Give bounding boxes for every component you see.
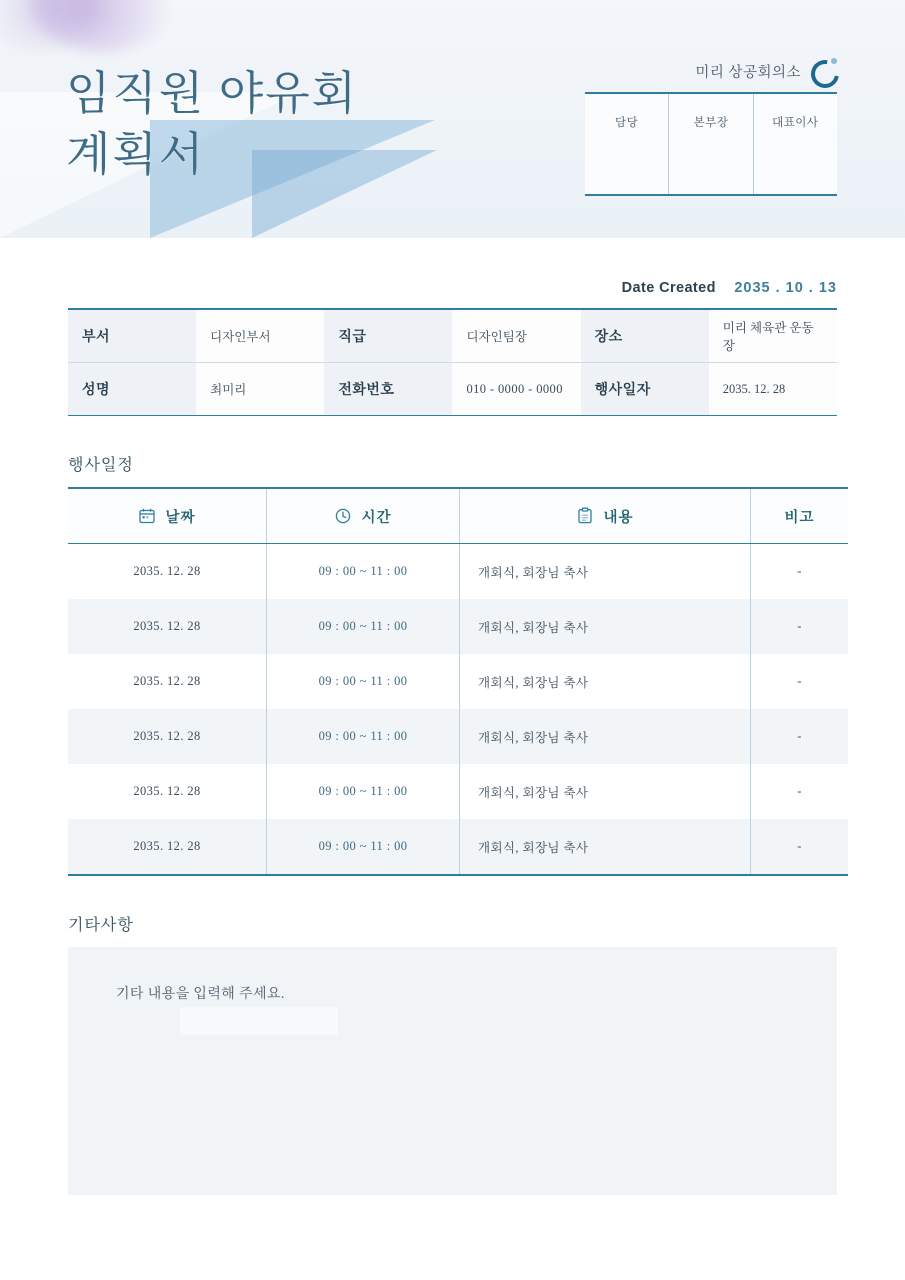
info-label-location: 장소	[581, 309, 709, 363]
info-label-name: 성명	[68, 363, 196, 416]
info-label-phone: 전화번호	[324, 363, 452, 416]
date-created-value: 2035 . 10 . 13	[734, 280, 837, 296]
schedule-cell-date[interactable]: 2035. 12. 28	[68, 654, 267, 709]
schedule-cell-content[interactable]: 개회식, 회장님 축사	[460, 764, 751, 819]
info-value-department[interactable]: 디자인부서	[196, 309, 324, 363]
notes-placeholder: 기타 내용을 입력해 주세요.	[116, 987, 285, 1002]
document-body	[0, 280, 905, 1195]
schedule-cell-content[interactable]: 개회식, 회장님 축사	[460, 599, 751, 654]
schedule-cell-content[interactable]: 개회식, 회장님 축사	[460, 654, 751, 709]
schedule-cell-time[interactable]: 09 : 00 ~ 11 : 00	[267, 819, 460, 875]
info-label-position: 직급	[324, 309, 452, 363]
document-header	[0, 0, 905, 238]
schedule-cell-time[interactable]: 09 : 00 ~ 11 : 00	[267, 599, 460, 654]
calendar-icon	[138, 507, 156, 525]
schedule-cell-note[interactable]: -	[751, 764, 849, 819]
schedule-cell-content[interactable]: 개회식, 회장님 축사	[460, 709, 751, 764]
schedule-cell-time[interactable]: 09 : 00 ~ 11 : 00	[267, 654, 460, 709]
approval-cell-division-head[interactable]	[669, 94, 753, 194]
clipboard-icon	[576, 507, 594, 525]
approval-cell-manager[interactable]	[585, 94, 669, 194]
schedule-header-row	[68, 488, 848, 544]
schedule-cell-content[interactable]: 개회식, 회장님 축사	[460, 544, 751, 600]
schedule-column-note-label: 비고	[784, 509, 815, 526]
section-label-notes: 기타사항	[68, 917, 134, 934]
info-value-location[interactable]: 미리 체육관 운동장	[709, 309, 837, 363]
notes-input-area[interactable]	[68, 947, 837, 1195]
page-title-line1: 임직원 야유회	[66, 68, 359, 119]
clock-icon	[334, 507, 352, 525]
notes-ghost-highlight	[180, 1007, 338, 1035]
schedule-cell-time[interactable]: 09 : 00 ~ 11 : 00	[267, 764, 460, 819]
info-table	[68, 308, 837, 416]
date-created-label: Date Created	[621, 280, 716, 296]
approval-label-ceo: 대표이사	[772, 117, 819, 129]
schedule-cell-time[interactable]: 09 : 00 ~ 11 : 00	[267, 709, 460, 764]
schedule-column-date-label: 날짜	[165, 509, 196, 526]
organization-name: 미리 상공회의소	[695, 64, 801, 81]
table-row	[68, 654, 848, 709]
approval-cell-ceo[interactable]	[754, 94, 837, 194]
approval-label-manager: 담당	[615, 117, 639, 129]
company-logo-icon	[811, 58, 837, 84]
info-value-position[interactable]: 디자인팀장	[452, 309, 580, 363]
page-title-line2: 계획서	[66, 128, 206, 180]
approval-label-division-head: 본부장	[693, 117, 729, 129]
schedule-cell-time[interactable]: 09 : 00 ~ 11 : 00	[267, 544, 460, 600]
info-value-event-date[interactable]: 2035. 12. 28	[709, 363, 837, 416]
section-label-schedule: 행사일정	[68, 457, 134, 474]
table-row	[68, 544, 848, 600]
page-title	[66, 64, 358, 185]
schedule-cell-note[interactable]: -	[751, 654, 849, 709]
schedule-column-content-label: 내용	[603, 509, 634, 526]
table-row	[68, 599, 848, 654]
schedule-table	[68, 487, 848, 876]
table-row	[68, 819, 848, 875]
table-row	[68, 709, 848, 764]
schedule-cell-content[interactable]: 개회식, 회장님 축사	[460, 819, 751, 875]
schedule-cell-date[interactable]: 2035. 12. 28	[68, 544, 267, 600]
date-created	[68, 280, 837, 296]
schedule-cell-note[interactable]: -	[751, 544, 849, 600]
schedule-column-note	[751, 488, 849, 544]
approval-stamp-table	[585, 92, 837, 196]
info-value-phone[interactable]: 010 - 0000 - 0000	[452, 363, 580, 416]
schedule-column-time-label: 시간	[361, 509, 392, 526]
schedule-column-date	[68, 488, 267, 544]
table-row	[68, 309, 837, 363]
schedule-column-time	[267, 488, 460, 544]
schedule-cell-date[interactable]: 2035. 12. 28	[68, 819, 267, 875]
schedule-column-content	[460, 488, 751, 544]
schedule-cell-date[interactable]: 2035. 12. 28	[68, 764, 267, 819]
schedule-cell-note[interactable]: -	[751, 819, 849, 875]
organization-block	[695, 58, 837, 84]
info-label-event-date: 행사일자	[581, 363, 709, 416]
schedule-cell-note[interactable]: -	[751, 599, 849, 654]
table-row	[68, 363, 837, 416]
schedule-cell-note[interactable]: -	[751, 709, 849, 764]
info-label-department: 부서	[68, 309, 196, 363]
schedule-cell-date[interactable]: 2035. 12. 28	[68, 709, 267, 764]
schedule-cell-date[interactable]: 2035. 12. 28	[68, 599, 267, 654]
table-row	[68, 764, 848, 819]
info-value-name[interactable]: 최미리	[196, 363, 324, 416]
